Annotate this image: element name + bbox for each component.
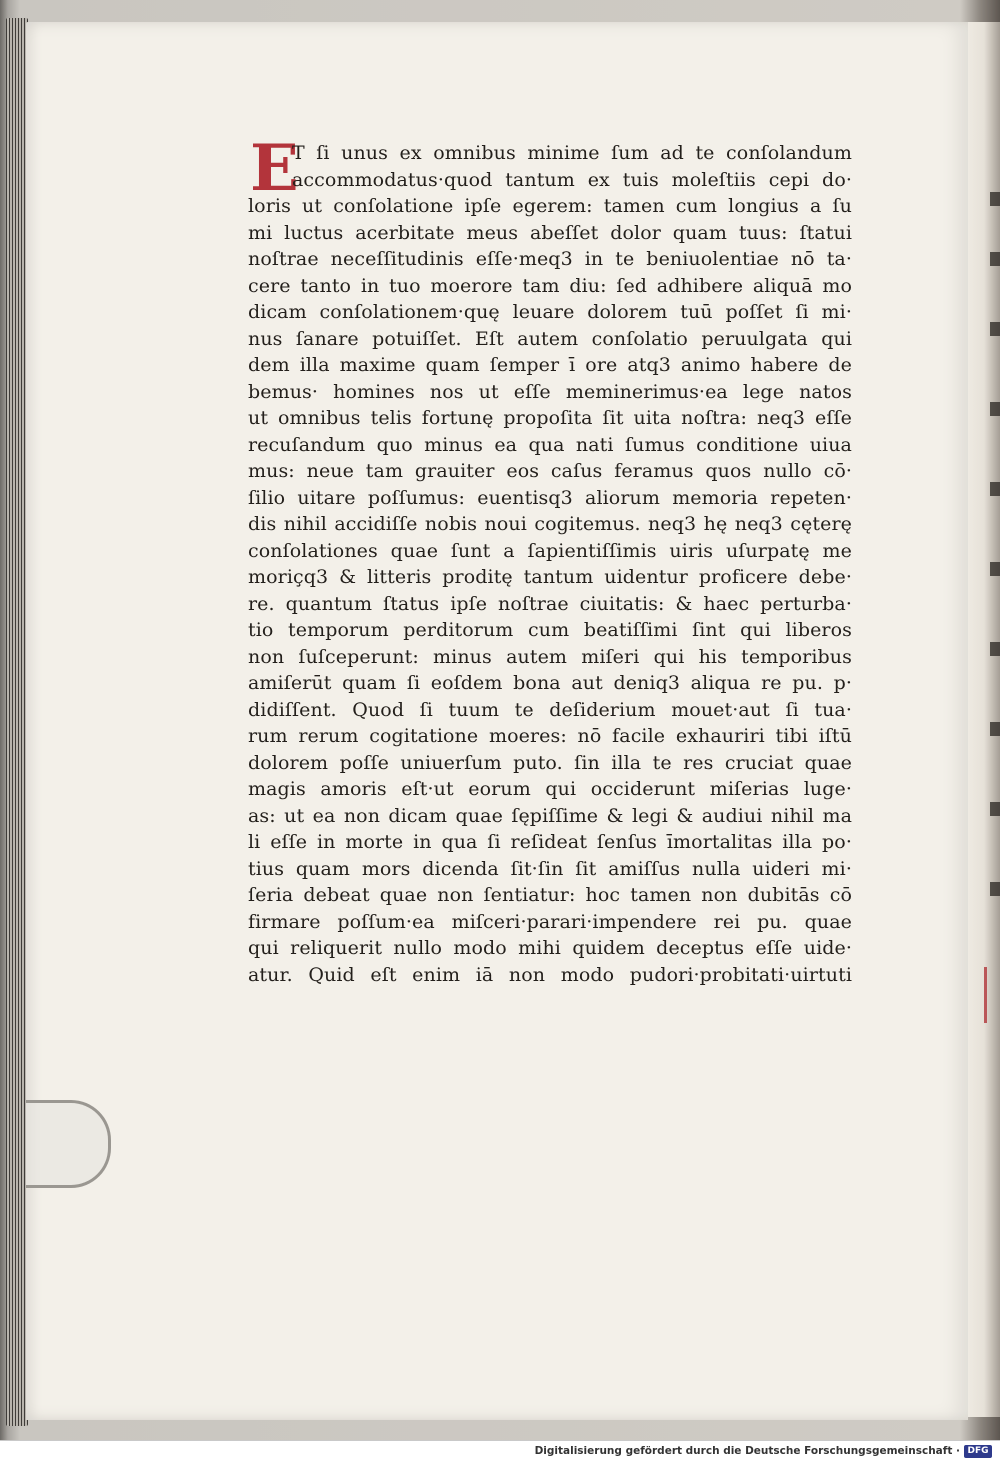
text-line: dicam conſolationem·quę leuare dolorem tuū poſſet ſi mi·: [248, 301, 852, 323]
page-clip: [26, 1100, 111, 1188]
text-line: tio temporum perditorum cum beatiſſimi ſint qui liberos: [248, 619, 852, 641]
text-line: mus: neue tam grauiter eos caſus feramus quos nullo cō·: [248, 460, 852, 482]
text-line: li eſſe in morte in qua ſi reſideat ſenſus īmortalitas illa po·: [248, 831, 852, 853]
text-line: dolorem poſſe uniuerſum puto. ſin illa te res cruciat quae: [248, 751, 852, 774]
adjacent-text-fragment: [990, 252, 1000, 266]
adjacent-text-fragment: [990, 322, 1000, 336]
text-line: noſtrae neceſſitudinis eſſe·meq3 in te beniuolentiae nō ta·: [248, 248, 852, 270]
text-line: dis nihil accidiſſe nobis noui cogitemus. neq3 hę neq3 cęterę: [248, 513, 852, 535]
adjacent-text-fragment: [990, 802, 1000, 816]
text-line: qui reliquerit nullo modo mihi quidem deceptus eſſe uide·: [248, 937, 852, 959]
text-line: nus ſanare potuiſſet. Eſt autem conſolatio peruulgata qui: [248, 327, 852, 350]
text-line: ut omnibus telis fortunę propoſita ſit uita noſtra: neq3 eſſe: [248, 407, 852, 429]
adjacent-text-fragment: [990, 482, 1000, 496]
text-line: bemus· homines nos ut eſſe meminerimus·ea lege natos: [248, 380, 852, 403]
dfg-logo-icon: DFG: [964, 1445, 992, 1458]
text-line: atur. Quid eſt enim iā non modo pudori·probitati·uirtuti: [248, 963, 852, 986]
text-line: as: ut ea non dicam quae ſępiſſime & legi & audiui nihil ma: [248, 804, 852, 827]
text-line: moriçq3 & litteris proditę tantum uidentur proficere debe·: [248, 566, 852, 588]
footer-bar: [0, 1440, 1000, 1463]
adjacent-text-fragment: [990, 402, 1000, 416]
adjacent-red-initial: [984, 967, 1000, 1023]
funding-credit: Digitalisierung gefördert durch die Deutsche Forschungsgemeinschaft ·: [534, 1445, 960, 1457]
text-line: rum rerum cogitatione moeres: nō facile exhauriri tibi iſtū: [248, 725, 852, 747]
text-line: didiſſent. Quod ſi tuum te deſiderium mouet·aut ſi tua·: [248, 698, 852, 721]
text-line: conſolationes quae ſunt a ſapientiſſimis uiris uſurpatę me: [248, 539, 852, 562]
adjacent-text-fragment: [990, 562, 1000, 576]
adjacent-text-fragment: [990, 722, 1000, 736]
text-line: tius quam mors dicenda ſit·ſin ſit amiſſus nulla uideri mi·: [248, 857, 852, 880]
text-line: loris ut conſolatione ipſe egerem: tamen cum longius a ſu: [248, 195, 852, 217]
text-line: mi luctus acerbitate meus abeſſet dolor quam tuus: ſtatui: [248, 221, 852, 244]
text-line: ſeria debeat quae non ſentiatur: hoc tamen non dubitās cō: [248, 884, 852, 906]
text-line: re. quantum ſtatus ipſe noſtrae ciuitatis: & haec perturba·: [248, 592, 852, 615]
adjacent-text-fragment: [990, 882, 1000, 896]
text-line: ſilio uitare poſſumus: euentisq3 aliorum memoria repeten·: [248, 486, 852, 509]
red-initial-letter: E: [250, 131, 299, 206]
adjacent-text-fragment: [990, 642, 1000, 656]
page-text-block: [248, 131, 852, 988]
text-line: accommodatus·quod tantum ex tuis moleſtiis cepi do·: [292, 168, 852, 191]
adjacent-page: [966, 22, 1000, 1417]
text-line: non ſuſceperunt: minus autem miſeri qui his temporibus: [248, 645, 852, 668]
adjacent-text-fragment: [990, 192, 1000, 206]
text-line: T ſi unus ex omnibus minime ſum ad te conſolandum: [292, 142, 852, 164]
text-line: firmare poſſum·ea miſceri·parari·impendere rei pu. quae: [248, 910, 852, 933]
text-line: recuſandum quo minus ea qua nati ſumus conditione uiua: [248, 433, 852, 456]
text-line: magis amoris eſt·ut eorum qui occiderunt miſerias luge·: [248, 778, 852, 800]
text-line: amiſerūt quam ſi eoſdem bona aut deniq3 aliqua re pu. p·: [248, 672, 852, 694]
text-line: cere tanto in tuo moerore tam diu: ſed adhibere aliquā mo: [248, 274, 852, 297]
text-line: dem illa maxime quam ſemper ī ore atq3 animo habere de: [248, 354, 852, 376]
book-page-edges: [6, 18, 28, 1426]
